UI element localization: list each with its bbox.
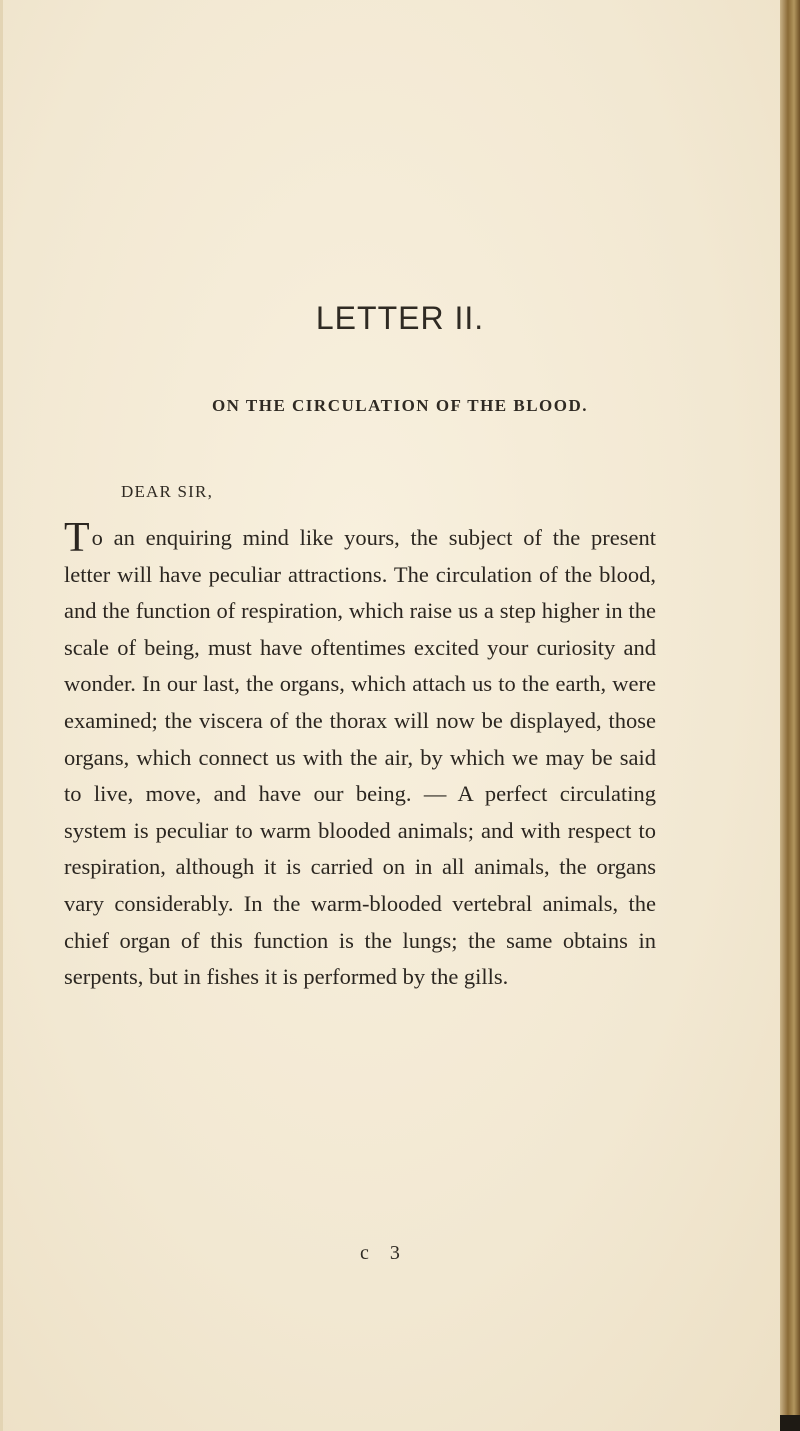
letter-subheading: ON THE CIRCULATION OF THE BLOOD. [211,396,589,415]
letter-body [64,515,656,996]
book-binding-edge [780,0,800,1431]
drop-cap: T [64,515,90,561]
letter-heading: LETTER II. [315,300,485,336]
letter-body-text: o an enquiring mind like yours, the subject of the present letter will have peculiar attractions. The circulation of the blood, and the function of respiration, which raise us a step higher in the scale of being, must have oftentimes excited your curiosity and wonder. In our last, the organs, which attach us to the earth, were examined; the viscera of the thorax will now be displayed, those organs, which connect us with the air, by which we may be said to live, move, and have our being. — A perfect circulating system is peculiar to warm blooded animals; and with respect to respiration, although it is carried on in all animals, the organs vary considerably. In the warm-blooded vertebral animals, the chief organ of this function is the lungs; the same obtains in serpents, but in fishes it is performed by the gills. [64,525,656,990]
page-corner-mark [780,1415,800,1431]
page-left-edge [0,0,3,1431]
signature-mark: c 3 [360,1242,408,1264]
salutation: DEAR SIR, [121,482,214,501]
